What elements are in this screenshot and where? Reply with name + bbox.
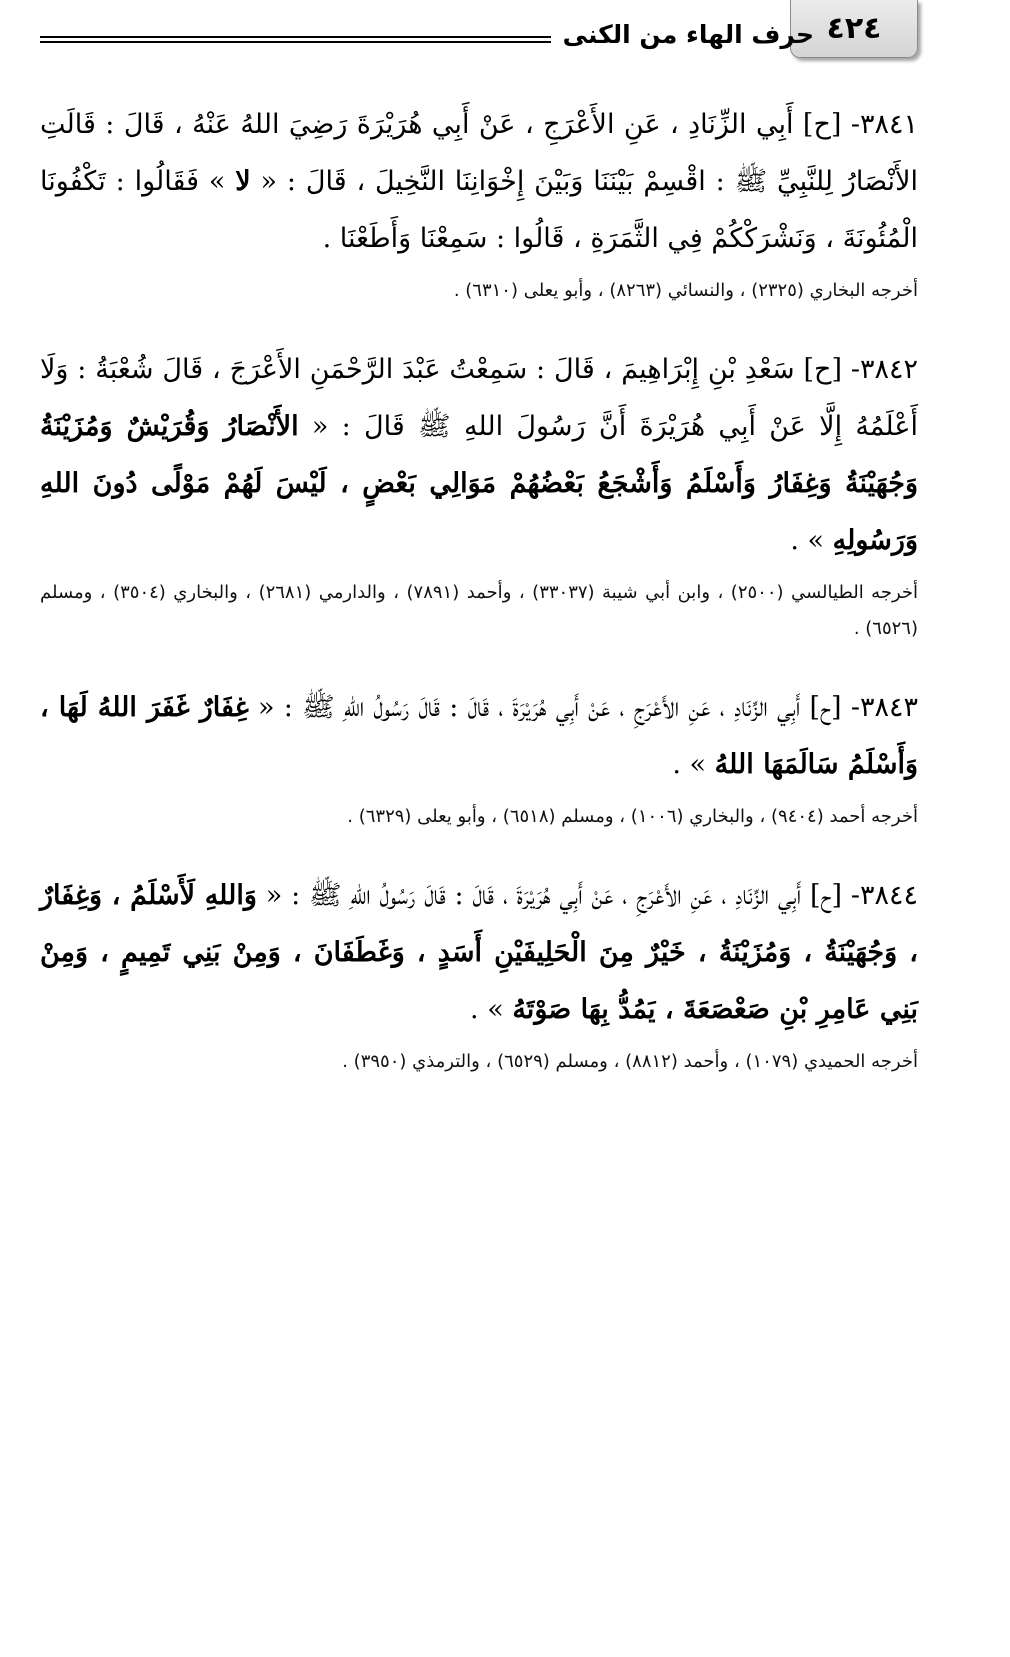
- hadith-3841: [40, 96, 918, 309]
- hadith-number: ٣٨٤٤-: [850, 880, 918, 911]
- hadith-grade: [ح]: [809, 880, 842, 911]
- hadith-text: [40, 341, 918, 569]
- hadith-closing-text: » فَقَالُوا : تَكْفُونَا الْمُئُونَةَ ، وَنَشْرَكْكُمْ فِي الثَّمَرَةِ ، قَالُوا : سَمِعْنَا وَأَطَعْنَا .: [40, 166, 918, 254]
- hadith-3842: [40, 341, 918, 647]
- takhrij-note: أخرجه الطيالسي (٢٥٠٠) ، وابن أبي شيبة (٣٣٠٣٧) ، وأحمد (٧٨٩١) ، والدارمي (٢٦٨١) ، والبخاري (٣٥٠٤) ، ومسلم (٦٥٢٦) .: [40, 582, 919, 639]
- hadith-closing-text: » .: [790, 525, 825, 556]
- takhrij-note: أخرجه الحميدي (١٠٧٩) ، وأحمد (٨٨١٢) ، ومسلم (٦٥٢٩) ، والترمذي (٣٩٥٠) .: [342, 1051, 918, 1072]
- hadith-text: [40, 679, 918, 793]
- hadith-isnad-text: أَبِي الزِّنَادِ ، عَنِ الأَعْرَجِ ، عَنْ أَبِي هُرَيْرَةَ ، قَالَ : قَالَ رَسُولُ اللهِ ﷺ : «: [265, 880, 802, 911]
- running-title: حرف الهاء من الكنى: [562, 19, 814, 49]
- page-content: [40, 96, 918, 1112]
- hadith-number: ٣٨٤٢-: [850, 354, 918, 385]
- hadith-text: [40, 96, 918, 267]
- prophetic-saying: لا: [235, 166, 251, 197]
- takhrij-note: أخرجه البخاري (٢٣٢٥) ، والنسائي (٨٢٦٣) ، وأبو يعلى (٦٣١٠) .: [453, 280, 918, 301]
- hadith-isnad-text: أَبِي الزِّنَادِ ، عَنِ الأَعْرَجِ ، عَنْ أَبِي هُرَيْرَةَ رَضِيَ اللهُ عَنْهُ ، قَالَ : قَالَتِ الأَنْصَارُ لِلنَّبِيِّ ﷺ : اقْسِمْ بَيْنَنَا وَبَيْنَ إِخْوَانِنَا النَّخِيلَ ، قَالَ : «: [40, 109, 918, 197]
- hadith-closing-text: » .: [470, 994, 504, 1025]
- hadith-closing-text: » .: [672, 749, 707, 780]
- hadith-isnad-text: أَبِي الزِّنَادِ ، عَنِ الأَعْرَجِ ، عَنْ أَبِي هُرَيْرَةَ ، قَالَ : قَالَ رَسُولُ اللهِ ﷺ : «: [257, 692, 801, 723]
- hadith-grade: [ح]: [809, 692, 842, 723]
- hadith-number: ٣٨٤٣-: [850, 692, 918, 723]
- header-rule: [40, 36, 551, 43]
- hadith-3843: [40, 679, 918, 835]
- hadith-number: ٣٨٤١-: [850, 109, 918, 140]
- prophetic-saying: غِفَارٌ غَفَرَ اللهُ لَهَا ، وَأَسْلَمُ سَالَمَهَا اللهُ: [40, 692, 918, 780]
- hadith-text: [40, 867, 918, 1038]
- hadith-isnad-text: سَعْدِ بْنِ إِبْرَاهِيمَ ، قَالَ : سَمِعْتُ عَبْدَ الرَّحْمَنِ الأَعْرَجَ ، قَالَ شُعْبَةُ : وَلَا أَعْلَمُهُ إِلَّا عَنْ أَبِي هُرَيْرَةَ أَنَّ رَسُولَ اللهِ ﷺ قَالَ : «: [40, 354, 918, 442]
- running-header: [40, 12, 814, 56]
- takhrij-note: أخرجه أحمد (٩٤٠٤) ، والبخاري (١٠٠٦) ، ومسلم (٦٥١٨) ، وأبو يعلى (٦٣٢٩) .: [347, 806, 918, 827]
- prophetic-saying: الأَنْصَارُ وَقُرَيْشٌ وَمُزَيْنَةُ وَجُهَيْنَةُ وَغِفَارُ وَأَسْلَمُ وَأَشْجَعُ بَعْضُهُمْ مَوَالِي بَعْضٍ ، لَيْسَ لَهُمْ مَوْلًى دُونَ اللهِ وَرَسُولِهِ: [40, 411, 918, 556]
- hadith-3844: [40, 867, 918, 1080]
- hadith-grade: [ح]: [803, 354, 842, 385]
- hadith-grade: [ح]: [802, 109, 842, 140]
- prophetic-saying: وَاللهِ لَأَسْلَمُ ، وَغِفَارٌ ، وَجُهَيْنَةُ ، وَمُزَيْنَةُ ، خَيْرٌ مِنَ الْحَلِيفَيْنِ أَسَدٍ ، وَغَطَفَانَ ، وَمِنْ بَنِي تَمِيمٍ ، وَمِنْ بَنِي عَامِرِ بْنِ صَعْصَعَةَ ، يَمُدُّ بِهَا صَوْتَهُ: [40, 880, 918, 1025]
- page-number: ٤٢٤: [826, 11, 882, 46]
